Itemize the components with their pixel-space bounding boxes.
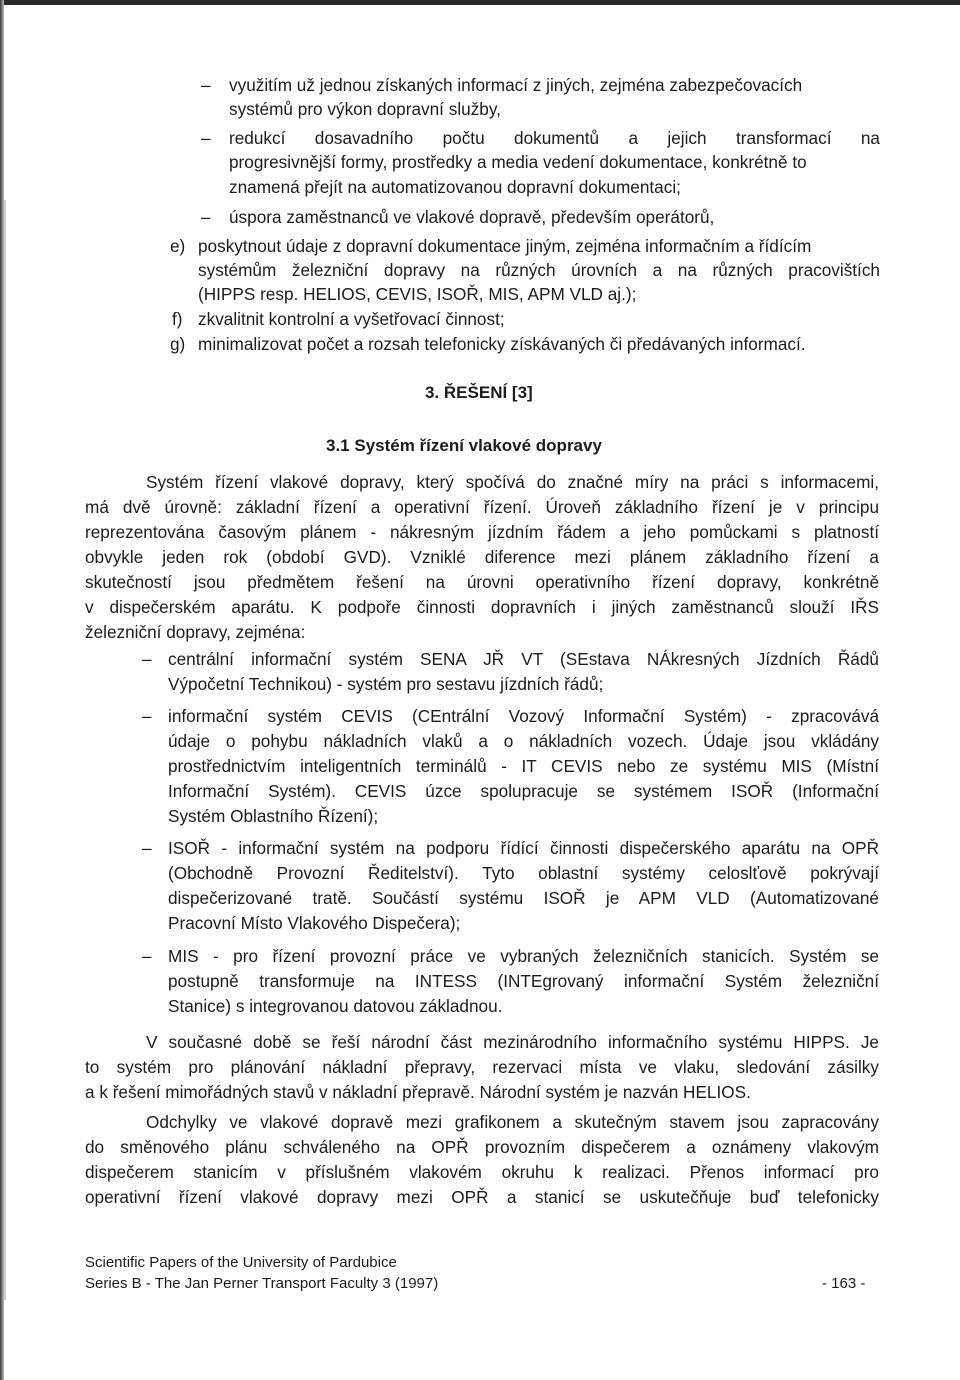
paragraph-line: V současné době se řeší národní část mezinárodního informačního systému HIPPS. Je: [146, 1032, 879, 1052]
list-item-line: redukcí dosavadního počtu dokumentů a jejich transformací na: [229, 128, 880, 148]
paragraph-line: železniční dopravy, zejména:: [85, 622, 306, 642]
page-number: - 163 -: [822, 1275, 866, 1292]
list-marker: –: [201, 128, 211, 148]
scan-edge-top: [0, 0, 960, 5]
paragraph-line: operativní řízení vlakové dopravy mezi OPŘ a stanicí se uskutečňuje buď telefonicky: [85, 1187, 879, 1207]
list-marker: e): [170, 236, 186, 256]
footer-series: Series B - The Jan Perner Transport Faculty 3 (1997): [85, 1275, 439, 1292]
list-marker: g): [170, 334, 186, 354]
list-marker: –: [201, 207, 211, 227]
list-item-line: úspora zaměstnanců ve vlakové dopravě, především operátorů,: [229, 207, 715, 227]
list-item-line: znamená přejít na automatizovanou dopravní dokumentaci;: [229, 177, 681, 197]
list-item-line: dispečerizované tratě. Součástí systému ISOŘ je APM VLD (Automatizované: [168, 888, 879, 908]
list-item-line: poskytnout údaje z dopravní dokumentace jiným, zejména informačním a řídícím: [198, 236, 812, 256]
list-item-line: Informační Systém). CEVIS úzce spolupracuje se systémem ISOŘ (Informační: [168, 781, 879, 801]
list-item-line: centrální informační systém SENA JŘ VT (SEstava NÁkresných Jízdních Řádů: [168, 649, 879, 669]
list-item-line: (HIPPS resp. HELIOS, CEVIS, ISOŘ, MIS, APM VLD aj.);: [198, 284, 637, 304]
list-item-line: Pracovní Místo Vlakového Dispečera);: [168, 913, 461, 933]
list-item-line: systémům železniční dopravy na různých úrovních a na různých pracovištích: [198, 260, 880, 280]
list-marker: –: [142, 838, 152, 858]
paragraph-line: má dvě úrovně: základní řízení a operativní řízení. Úroveň základního řízení je v principu: [85, 497, 879, 517]
subsection-heading: 3.1 Systém řízení vlakové dopravy: [326, 436, 602, 455]
list-item-line: MIS - pro řízení provozní práce ve vybraných železničních stanicích. Systém se: [168, 946, 879, 966]
paragraph-line: a k řešení mimořádných stavů v nákladní přepravě. Národní systém je nazván HELIOS.: [85, 1082, 751, 1102]
list-item-line: Výpočetní Technikou) - systém pro sestavu jízdních řádů;: [168, 674, 604, 694]
list-item-line: Stanice) s integrovanou datovou základnou.: [168, 996, 503, 1016]
scan-edge-left-shadow: [4, 200, 6, 1300]
paragraph-line: Systém řízení vlakové dopravy, který spočívá do značné míry na práci s informacemi,: [146, 472, 879, 492]
paragraph-line: do směnového plánu schváleného na OPŘ provozním dispečerem a oznámeny vlakovým: [85, 1137, 879, 1157]
paragraph-line: skutečností jsou předmětem řešení na úrovni operativního řízení dopravy, konkrétně: [85, 572, 879, 592]
footer-journal: Scientific Papers of the University of Pardubice: [85, 1254, 397, 1271]
list-item-line: (Obchodně Provozní Ředitelství). Tyto oblastní systémy celoslťově pokrývají: [168, 863, 879, 883]
list-item-line: údaje o pohybu nákladních vlaků a o nákladních vozech. Údaje jsou vkládány: [168, 731, 879, 751]
list-item-line: zkvalitnit kontrolní a vyšetřovací činnost;: [198, 309, 505, 329]
list-marker: –: [201, 75, 211, 95]
paragraph-line: reprezentována časovým plánem - nákresným jízdním řádem a jeho pomůckami s platností: [85, 522, 879, 542]
paragraph-line: dispečerem stanicím v příslušném vlakovém okruhu k realizaci. Přenos informací pro: [85, 1162, 879, 1182]
list-marker: –: [142, 946, 152, 966]
list-item-line: využitím už jednou získaných informací z jiných, zejména zabezpečovacích: [229, 75, 803, 95]
paragraph-line: to systém pro plánování nákladní přepravy, rezervaci místa ve vlaku, sledování zásilky: [85, 1057, 879, 1077]
list-item-line: minimalizovat počet a rozsah telefonicky získávaných či předávaných informací.: [198, 334, 806, 354]
list-marker: f): [172, 309, 183, 329]
paragraph-line: obvykle jeden rok (období GVD). Vzniklé diference mezi plánem základního řízení a: [85, 547, 879, 567]
paragraph-line: Odchylky ve vlakové dopravě mezi grafikonem a skutečným stavem jsou zapracovány: [146, 1112, 879, 1132]
list-marker: –: [142, 706, 152, 726]
list-item-line: progresivnější formy, prostředky a media vedení dokumentace, konkrétně to: [229, 152, 807, 172]
list-item-line: informační systém CEVIS (CEntrální Vozový Informační Systém) - zpracovává: [168, 706, 879, 726]
list-marker: –: [142, 649, 152, 669]
list-item-line: prostřednictvím inteligentních terminálů - IT CEVIS nebo ze systému MIS (Místní: [168, 756, 879, 776]
list-item-line: Systém Oblastního Řízení);: [168, 806, 379, 826]
list-item-line: ISOŘ - informační systém na podporu řídící činnosti dispečerského aparátu na OPŘ: [168, 838, 879, 858]
paragraph-line: v dispečerském aparátu. K podpoře činnosti dopravních i jiných zaměstnanců slouží IŘS: [85, 597, 879, 617]
list-item-line: systémů pro výkon dopravní služby,: [229, 99, 501, 119]
section-heading: 3. ŘEŠENÍ [3]: [425, 383, 533, 402]
list-item-line: postupně transformuje na INTESS (INTEgrovaný informační Systém železniční: [168, 971, 879, 991]
